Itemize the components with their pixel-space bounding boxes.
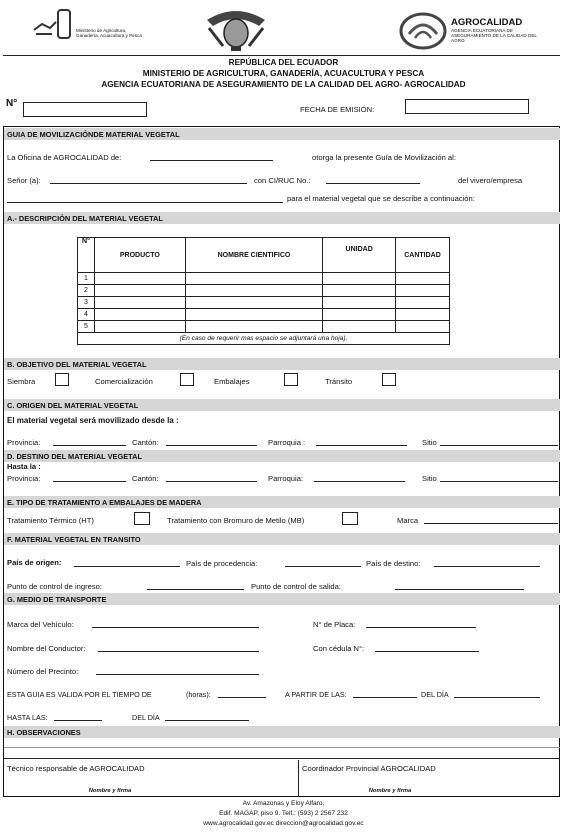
agrocalidad-logo-icon [399,12,447,50]
fecha-field[interactable] [405,99,529,114]
ministry-logo [32,8,74,42]
del-dia-2-field[interactable] [165,720,249,721]
unidad-cell[interactable] [323,285,396,297]
col-unidad: UNIDAD [323,238,396,273]
row-number: 4 [78,309,95,321]
number-label: N° [6,98,18,109]
producto-cell[interactable] [94,297,185,309]
signature-divider [298,760,299,797]
partir-field[interactable] [353,697,417,698]
row-number: 5 [78,321,95,333]
pais-procedencia-label: País de procedencia: [186,559,258,568]
cedula-field[interactable] [375,651,479,652]
punto-ingreso-field[interactable] [147,589,244,590]
pais-procedencia-field[interactable] [285,566,361,567]
nombre-cell[interactable] [185,309,323,321]
col-producto: PRODUCTO [94,238,185,273]
unidad-cell[interactable] [323,297,396,309]
table-row [78,285,450,297]
destino-subtitle: Hasta la : [7,462,41,471]
nombre-cell[interactable] [185,285,323,297]
ci-field[interactable] [326,183,420,184]
nombre-cell[interactable] [185,273,323,285]
guide-title: GUIA DE MOVILIZACIÓNDE MATERIAL VEGETAL [4,128,560,140]
cantidad-cell[interactable] [396,285,450,297]
del-dia-1-field[interactable] [454,697,540,698]
senor-label: Señor (a): [7,176,41,185]
option-siembra-label: Siembra [7,377,36,386]
table-row [78,309,450,321]
precinto-field[interactable] [96,674,259,675]
agrocalidad-name: AGROCALIDAD [451,17,523,28]
section-a-title: A.- DESCRIPCIÓN DEL MATERIAL VEGETAL [4,212,560,224]
unidad-cell[interactable] [323,273,396,285]
ci-label: con CI/RUC No.: [254,176,311,185]
marca-vehiculo-label: Marca del Vehículo: [7,620,74,629]
marca-field[interactable] [424,523,558,524]
observaciones-field[interactable] [4,738,560,759]
unidad-cell[interactable] [323,321,396,333]
row-number: 2 [78,285,95,297]
destino-provincia-label: Provincia: [7,474,41,483]
cantidad-cell[interactable] [396,273,450,285]
termico-checkbox[interactable] [134,512,150,525]
footer-web: www.agrocalidad.gov.ec direccion@agrocalidad.gov.ec [203,820,364,827]
embalajes-checkbox[interactable] [284,373,298,386]
option-comercializacion-label: Comercialización [95,377,153,386]
vivero-label: del vivero/empresa [458,176,523,185]
cantidad-cell[interactable] [396,297,450,309]
col-nombre-cientifico: NOMBRE CIENTIFICO [185,238,323,273]
bromuro-checkbox[interactable] [342,512,358,525]
cedula-label: Con cédula N°: [313,644,365,653]
origen-canton-label: Cantón: [132,438,159,447]
option-transito-label: Tránsito [325,377,353,386]
table-note: (En caso de requerir mas espacio se adjuntará una hoja). [78,333,450,345]
placa-field[interactable] [366,627,476,628]
table-row [78,273,450,285]
comercializacion-checkbox[interactable] [180,373,194,386]
para-label: para el material vegetal que se describe a continuación: [287,194,475,203]
marca-vehiculo-field[interactable] [92,627,259,628]
precinto-label: Número del Precinto: [7,667,79,676]
section-d-title: D. DESTINO DEL MATERIAL VEGETAL [4,450,560,462]
del-dia-1-label: DEL DÍA [421,690,449,699]
footer-phone: Edif. MAGAP, piso 9. Telf.: (593) 2 2567 232 [219,810,348,817]
title-agencia: AGENCIA ECUATORIANA DE ASEGURAMIENTO DE LA CALIDAD DEL AGRO- AGROCALIDAD [101,80,466,89]
origen-sitio-label: Sitio [422,438,437,447]
section-h-title: H. OBSERVACIONES [4,726,560,738]
vivero-field[interactable] [7,202,283,203]
producto-cell[interactable] [94,309,185,321]
origen-provincia-label: Provincia: [7,438,41,447]
origen-parroquia-field[interactable] [316,445,407,446]
conductor-field[interactable] [98,651,259,652]
pais-destino-field[interactable] [434,566,540,567]
observaciones-rule [4,747,560,748]
senor-field[interactable] [50,183,247,184]
agrocalidad-subtitle: AGENCIA ECUATORIANA DE ASEGURAMIENTO DE LA CALIDAD DEL AGRO [451,28,537,43]
destino-parroquia-field[interactable] [314,481,405,482]
number-field[interactable] [23,102,147,117]
cantidad-cell[interactable] [396,321,450,333]
hasta-label: HASTA LAS: [7,713,48,722]
producto-cell[interactable] [94,321,185,333]
punto-salida-field[interactable] [395,589,524,590]
origen-subtitle: El material vegetal será movilizado desde la : [7,416,179,425]
title-ministerio: MINISTERIO DE AGRICULTURA, GANADERÍA, ACUACULTURA Y PESCA [142,69,425,78]
section-g-title: G. MEDIO DE TRANSPORTE [4,593,560,605]
origen-provincia-field[interactable] [53,445,126,446]
siembra-checkbox[interactable] [55,373,69,386]
horas-field[interactable] [218,697,266,698]
oficina-field[interactable] [150,160,273,161]
col-cantidad: CANTIDAD [396,238,450,273]
otorga-label: otorga la presente Guía de Movilización al: [312,153,456,162]
origen-parroquia-label: Parroquia : [268,438,306,447]
pais-origen-label: País de origen: [7,558,62,567]
producto-cell[interactable] [94,285,185,297]
horas-label: (horas): [186,690,211,699]
row-number: 3 [78,297,95,309]
option-embalajes-label: Embalajes [214,377,250,386]
hasta-field[interactable] [54,720,102,721]
coordinador-label: Coordinador Provincial AGROCALIDAD [302,764,436,773]
table-row [78,321,450,333]
origen-canton-field[interactable] [166,445,257,446]
destino-sitio-field[interactable] [440,481,558,482]
punto-ingreso-label: Punto de control de ingreso: [7,582,102,591]
partir-label: A PARTIR DE LAS: [285,690,347,699]
destino-canton-label: Cantón: [132,474,159,483]
marca-label: Marca [397,516,419,525]
tecnico-label: Técnico responsable de AGROCALIDAD [7,764,145,773]
product-table [77,237,450,345]
header-rule [3,55,560,56]
nombre-firma-tecnico: Nombre y firma [88,788,132,794]
pais-origen-field[interactable] [74,566,180,567]
origen-sitio-field[interactable] [440,445,558,446]
fecha-label: FECHA DE EMISIÓN: [300,105,375,114]
transito-checkbox[interactable] [382,373,396,386]
destino-parroquia-label: Parroquia: [268,474,304,483]
section-e-title: E. TIPO DE TRATAMIENTO A EMBALAJES DE MADERA [4,496,560,508]
section-c-title: C. ORIGEN DEL MATERIAL VEGETAL [4,399,560,411]
cantidad-cell[interactable] [396,309,450,321]
termico-label: Tratamiento Térmico (HT) [7,516,94,525]
title-republica: REPÚBLICA DEL ECUADOR [228,58,339,67]
bromuro-label: Tratamiento con Bromuro de Metilo (MB) [167,516,305,525]
oficina-label: La Oficina de AGROCALIDAD de: [7,153,122,162]
pais-destino-label: País de destino: [366,559,421,568]
destino-provincia-field[interactable] [53,481,126,482]
col-number: N° [78,238,95,273]
nombre-cell[interactable] [185,321,323,333]
ministry-logo-text: Ministerio de Agricultura, Ganadería, Acuacultura y Pesca [76,28,142,38]
nombre-firma-coordinador: Nombre y firma [368,788,412,794]
section-b-title: B. OBJETIVO DEL MATERIAL VEGETAL [4,358,560,370]
destino-canton-field[interactable] [166,481,257,482]
valida-label: ESTA GUIA ES VALIDA POR EL TIEMPO DE [7,690,152,699]
section-f-title: F. MATERIAL VEGETAL EN TRANSITO [4,533,560,545]
conductor-label: Nombre del Conductor: [7,644,86,653]
ecuador-coat-of-arms-icon [203,6,269,52]
unidad-cell[interactable] [323,309,396,321]
nombre-cell[interactable] [185,297,323,309]
punto-salida-label: Punto de control de salida: [251,582,341,591]
footer-address: Av. Amazonas y Eloy Alfaro, [242,800,325,807]
destino-sitio-label: Sitio [422,474,437,483]
producto-cell[interactable] [94,273,185,285]
row-number: 1 [78,273,95,285]
placa-label: N° de Placa: [313,620,356,629]
table-row [78,297,450,309]
del-dia-2-label: DEL DÍA [132,713,160,722]
